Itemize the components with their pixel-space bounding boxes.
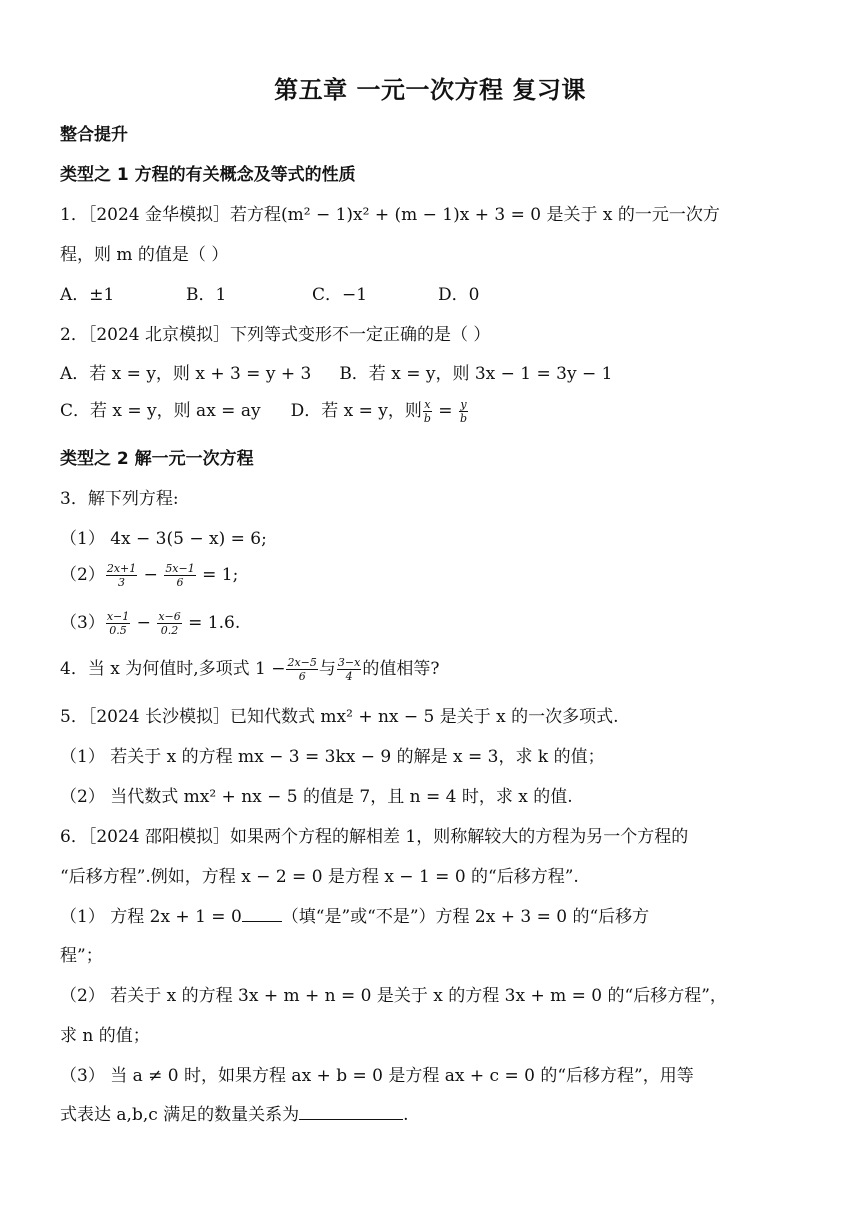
q6-part3-line2: [60, 1100, 409, 1125]
q3-part1: （1） 4x − 3(5 − x) = 6;: [60, 529, 267, 549]
q4-prefix: 4．当 x 为何值时,多项式 1 −: [60, 659, 286, 679]
q1-option-c: C．−1: [312, 285, 368, 305]
q4-tail: 的值相等?: [362, 659, 440, 679]
q3-part2-tail: = 1;: [196, 565, 239, 585]
q1-option-b: B．1: [186, 285, 227, 305]
q6-part1-answer-blank[interactable]: [242, 907, 282, 922]
q1-options: [60, 280, 564, 305]
q1-stem-line1: 1．［2024 金华模拟］若方程(m² − 1)x² + (m − 1)x + 3 = 0 是关于 x 的一元一次方: [60, 205, 720, 225]
q2-option-d-fraction-2: $\frac{y}{b}$: [459, 398, 468, 425]
section-heading: 整合提升: [60, 125, 128, 145]
q6-stem-line2: “后移方程”.例如，方程 x − 2 = 0 是方程 x − 1 = 0 的“后移方程”.: [60, 867, 579, 887]
q2-stem: 2．［2024 北京模拟］下列等式变形不一定正确的是（ ）: [60, 325, 491, 345]
q3-part2-fraction-1: $\frac{2x+1}{3}$: [106, 562, 137, 589]
q3-part3-label: （3）: [60, 613, 105, 633]
q6-part1-text-b: （填“是”或“不是”）方程 2x + 3 = 0 的“后移方: [281, 907, 650, 927]
q3-part2-label: （2）: [60, 565, 105, 585]
q2-option-d-fraction-1: $\frac{x}{b}$: [423, 398, 431, 425]
q6-part3-answer-blank[interactable]: [299, 1105, 403, 1120]
q4-stem: [60, 654, 439, 683]
q6-part1-text-a: （1） 方程 2x + 1 = 0: [60, 907, 242, 927]
q3-part3-fraction-1: $\frac{x-1}{0.5}$: [106, 610, 130, 637]
q3-part3-fraction-2: $\frac{x-6}{0.2}$: [158, 610, 181, 637]
q3-part3: [60, 608, 240, 637]
q3-part2-fraction-2: $\frac{5x-1}{6}$: [165, 562, 195, 589]
q2-option-d-prefix: D．若 x = y，则: [290, 401, 422, 421]
q1-stem-line2: 程，则 m 的值是（ ）: [60, 245, 229, 265]
q6-part1-line1: [60, 902, 649, 927]
q3-part3-minus: −: [131, 613, 157, 633]
q1-option-d: D．0: [438, 285, 480, 305]
q6-stem-line1: 6．［2024 邵阳模拟］如果两个方程的解相差 1，则称解较大的方程为另一个方程的: [60, 827, 689, 847]
q2-option-b: B．若 x = y，则 3x − 1 = 3y − 1: [339, 364, 613, 384]
q6-part2-line2: 求 n 的值；: [60, 1026, 150, 1046]
q6-part2-line1: （2） 若关于 x 的方程 3x + m + n = 0 是关于 x 的方程 3x + m = 0 的“后移方程”，: [60, 986, 727, 1006]
q6-part3-end: .: [403, 1105, 409, 1125]
type1-heading: 类型之 1 方程的有关概念及等式的性质: [60, 165, 356, 185]
q3-part2-minus: −: [138, 565, 164, 585]
q5-part2: （2） 当代数式 mx² + nx − 5 的值是 7，且 n = 4 时，求 x 的值.: [60, 787, 573, 807]
type2-heading: 类型之 2 解一元一次方程: [60, 449, 254, 469]
q3-stem: 3．解下列方程:: [60, 489, 179, 509]
q2-option-d-equals: =: [432, 401, 458, 421]
q6-part1-line2: 程”；: [60, 946, 103, 966]
q2-option-c: C．若 x = y，则 ax = ay: [60, 401, 261, 421]
q6-part3-line1: （3） 当 a ≠ 0 时，如果方程 ax + b = 0 是方程 ax + c = 0 的“后移方程”，用等: [60, 1066, 694, 1086]
page-title: 第五章 一元一次方程 复习课: [274, 76, 586, 104]
q4-fraction-1: $\frac{2x-5}{6}$: [287, 656, 317, 683]
q2-options-ab: [60, 359, 612, 384]
q2-option-a: A．若 x = y，则 x + 3 = y + 3: [60, 364, 312, 384]
q2-options-cd: [60, 396, 469, 425]
q4-fraction-2: $\frac{3-x}{4}$: [337, 656, 361, 683]
q1-option-a: A．±1: [60, 285, 115, 305]
q6-part3-text: 式表达 a,b,c 满足的数量关系为: [60, 1105, 300, 1125]
q5-part1: （1） 若关于 x 的方程 mx − 3 = 3kx − 9 的解是 x = 3，求 k 的值；: [60, 747, 605, 767]
q4-mid: 与: [318, 659, 336, 679]
q3-part3-tail: = 1.6.: [182, 613, 241, 633]
q3-part2: [60, 560, 238, 589]
q5-stem: 5．［2024 长沙模拟］已知代数式 mx² + nx − 5 是关于 x 的一次多项式.: [60, 707, 619, 727]
